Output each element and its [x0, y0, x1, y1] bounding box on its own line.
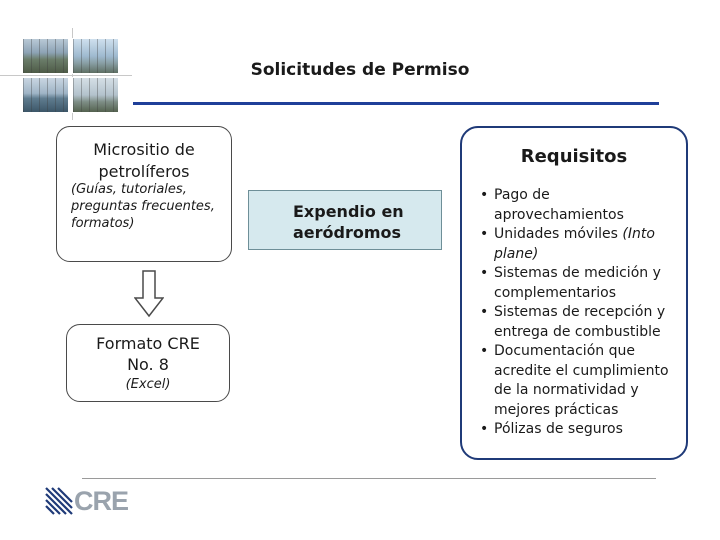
- micrositio-title: [57, 139, 231, 183]
- footer-divider: [82, 478, 656, 479]
- micrositio-subtitle: (Guías, tutoriales, preguntas frecuentes, formatos): [71, 182, 215, 231]
- list-item: • Sistemas de recepción y entrega de combustible: [480, 303, 674, 342]
- formato-title-line1: Formato CRE: [96, 334, 200, 353]
- list-item: • Pólizas de seguros: [480, 420, 674, 440]
- requisitos-box: [460, 126, 688, 460]
- expendio-title: [293, 201, 435, 243]
- list-item: • Pago de aprovechamientos: [480, 186, 674, 225]
- micrositio-title-rest: de: [169, 140, 195, 159]
- list-item: • Sistemas de medición y complementarios: [480, 264, 674, 303]
- requisitos-list: [480, 186, 674, 440]
- formato-subtitle: (Excel): [125, 377, 171, 392]
- down-arrow-icon: [134, 270, 164, 318]
- cre-logo-icon: [44, 486, 74, 516]
- expendio-box[interactable]: [248, 190, 442, 250]
- requisitos-title: Requisitos: [520, 146, 628, 167]
- title-underline: [133, 102, 659, 105]
- expendio-title-line2: aeródromos: [293, 223, 402, 242]
- micrositio-title-line2: petrolíferos: [98, 162, 190, 181]
- micrositio-box[interactable]: [56, 126, 232, 262]
- cre-logo-text: CRE: [74, 486, 129, 516]
- formato-title-line2: No. 8: [127, 355, 169, 374]
- photo-power-lines: [72, 77, 119, 113]
- page-title: Solicitudes de Permiso: [250, 60, 470, 80]
- formato-cre-box[interactable]: [66, 324, 230, 402]
- list-item: • Unidades móviles (Into plane): [480, 225, 674, 264]
- micrositio-title-bold: Micrositio: [93, 140, 170, 159]
- expendio-title-line1: Expendio en: [293, 202, 404, 221]
- formato-title: [67, 333, 229, 375]
- list-item: • Documentación que acredite el cumplimiento de la normatividad y mejores prácticas: [480, 342, 674, 420]
- photo-tanker-ship: [22, 77, 69, 113]
